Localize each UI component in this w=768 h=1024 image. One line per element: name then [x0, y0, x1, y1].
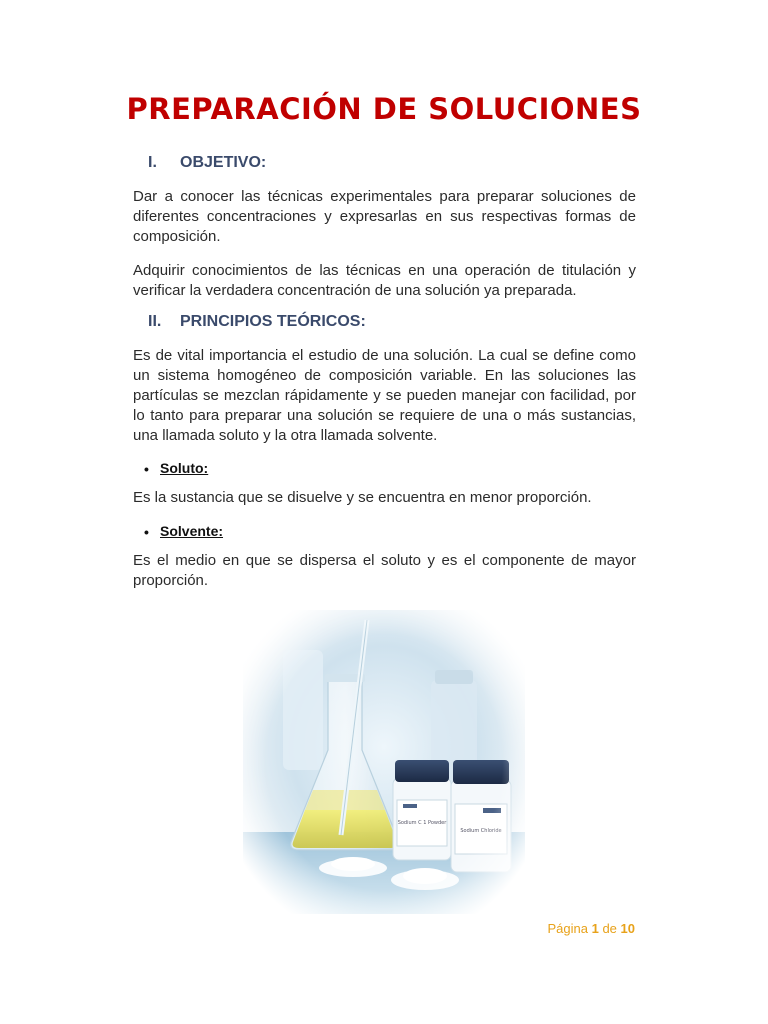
term-label: Soluto: — [160, 460, 209, 476]
page-title: PREPARACIÓN DE SOLUCIONES — [126, 92, 642, 126]
solvente-definition: Es el medio en que se dispersa el soluto y es el componente de mayor proporción. — [133, 552, 636, 589]
section-number: I. — [148, 154, 157, 171]
total-pages-number: 10 — [620, 921, 635, 936]
soluto-definition: Es la sustancia que se disuelve y se encuentra en menor proporción. — [133, 489, 592, 506]
footer-prefix: Página — [547, 921, 588, 936]
section-heading-principios — [148, 313, 366, 331]
current-page-number: 1 — [591, 921, 599, 936]
footer-separator: de — [602, 921, 617, 936]
bullet-icon: • — [144, 524, 149, 540]
section-title: OBJETIVO: — [180, 154, 267, 171]
section-heading-objetivo — [148, 154, 266, 172]
term-label: Solvente: — [160, 523, 224, 539]
term-soluto — [144, 460, 209, 477]
objective-paragraph-2: Adquirir conocimientos de las técnicas en una operación de titulación y verificar la verdadera concentración de una solución ya preparada. — [133, 262, 636, 299]
section-number: II. — [148, 313, 162, 330]
bullet-icon: • — [144, 461, 149, 477]
lab-glassware-image — [243, 610, 525, 914]
section-title: PRINCIPIOS TEÓRICOS: — [180, 313, 366, 330]
objective-paragraph-1: Dar a conocer las técnicas experimentales para preparar soluciones de diferentes concentraciones y expresarlas en sus respectivas formas de composición. — [133, 188, 636, 245]
lab-glassware-illustration-icon — [243, 610, 525, 914]
term-solvente — [144, 523, 224, 540]
principles-paragraph: Es de vital importancia el estudio de una solución. La cual se define como un sistema homogéneo de composición variable. En las soluciones las partículas se mezclan rápidamente y se pueden manejar con facilidad, por lo tanto para preparar una solución se requiere de una o más sustancias, una llamada soluto y la otra llamada solvente. — [133, 347, 636, 444]
page-footer — [547, 921, 635, 936]
